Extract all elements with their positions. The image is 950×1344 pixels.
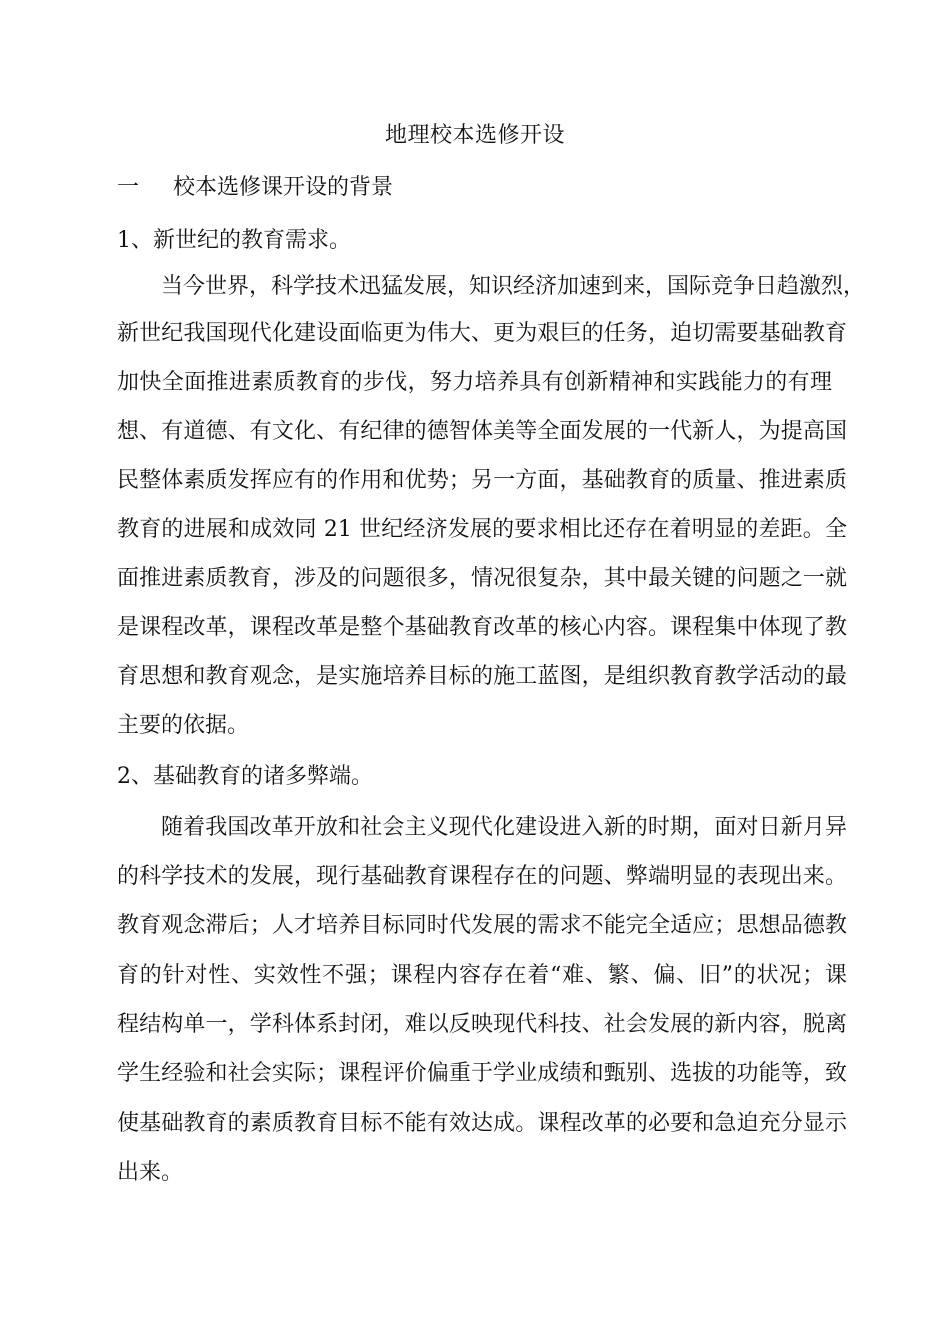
- paragraph-line: 学生经验和社会实际；课程评价偏重于学业成绩和甄别、选拔的功能等，致: [117, 1061, 847, 1086]
- paragraph-line: 加快全面推进素质教育的步伐，努力培养具有创新精神和实践能力的有理: [117, 370, 832, 395]
- section-heading: [117, 169, 393, 207]
- section-number: 一: [117, 175, 140, 200]
- paragraph-line: 的科学技术的发展，现行基础教育课程存在的问题、弊端明显的表现出来。: [117, 864, 847, 889]
- paragraph-line: 是课程改革，课程改革是整个基础教育改革的核心内容。课程集中体现了教: [117, 615, 847, 640]
- paragraph-line: 出来。: [117, 1160, 184, 1185]
- paragraph-line: 教育观念滞后；人才培养目标同时代发展的需求不能完全适应；思想品德教: [117, 913, 847, 938]
- item-heading: 2、基础教育的诸多弊端。: [117, 764, 373, 789]
- paragraph-line: 育的针对性、实效性不强；课程内容存在着“难、繁、偏、旧”的状况；课: [117, 963, 847, 988]
- paragraph-line: 育思想和教育观念，是实施培养目标的施工蓝图，是组织教育教学活动的最: [117, 664, 847, 689]
- paragraph-line: 程结构单一，学科体系封闭，难以反映现代科技、社会发展的新内容，脱离: [117, 1012, 847, 1037]
- paragraph-line: 使基础教育的素质教育目标不能有效达成。课程改革的必要和急迫充分显示: [117, 1111, 847, 1136]
- section-heading-text: 校本选修课开设的背景: [173, 175, 394, 200]
- paragraph-line: 想、有道德、有文化、有纪律的德智体美等全面发展的一代新人，为提高国: [117, 419, 847, 444]
- paragraph-line: 当今世界，科学技术迅猛发展，知识经济加速到来，国际竞争日趋激烈，: [161, 274, 866, 299]
- item-heading: 1、新世纪的教育需求。: [117, 228, 351, 253]
- paragraph-line: 新世纪我国现代化建设面临更为伟大、更为艰巨的任务，迫切需要基础教育: [117, 321, 847, 346]
- document-title: 地理校本选修开设: [384, 123, 565, 148]
- paragraph-line: 教育的进展和成效同 21 世纪经济发展的要求相比还存在着明显的差距。全: [117, 517, 847, 542]
- paragraph-line: 主要的依据。: [117, 713, 250, 738]
- paragraph-line: 随着我国改革开放和社会主义现代化建设进入新的时期，面对日新月异: [161, 815, 847, 840]
- paragraph-line: 民整体素质发挥应有的作用和优势；另一方面，基础教育的质量、推进素质: [117, 468, 847, 493]
- paragraph-line: 面推进素质教育，涉及的问题很多，情况很复杂，其中最关键的问题之一就: [117, 566, 847, 591]
